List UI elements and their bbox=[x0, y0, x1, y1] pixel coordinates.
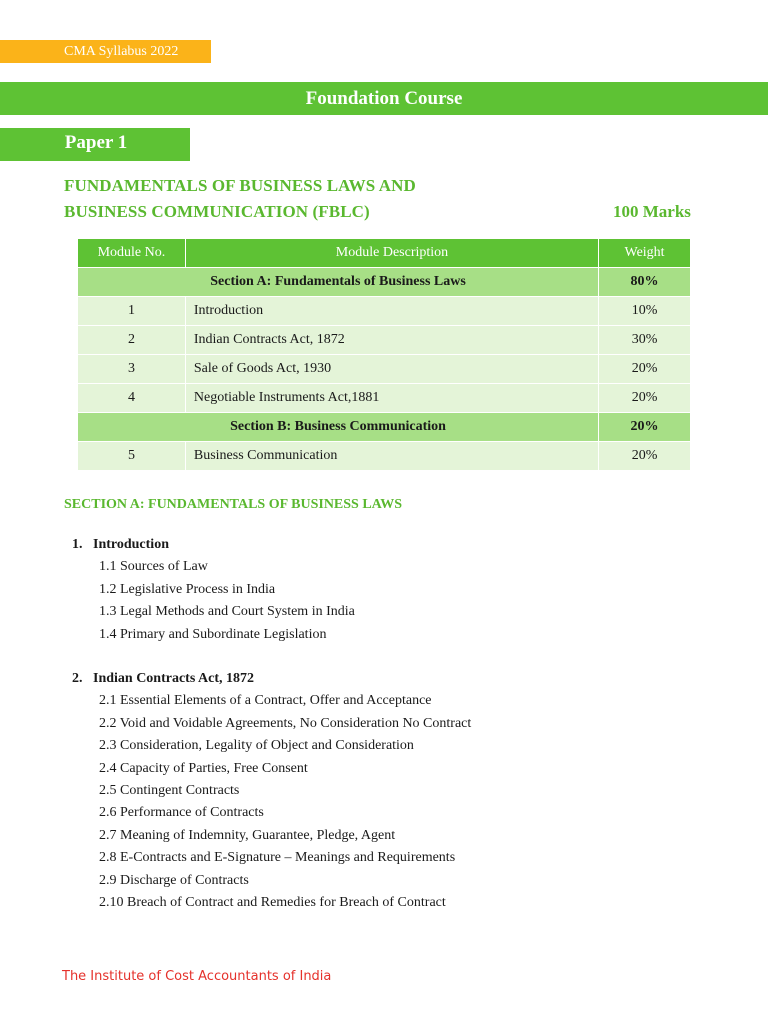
list-item: 2.2 Void and Voidable Agreements, No Consideration No Contract bbox=[99, 715, 472, 731]
section-a-row bbox=[78, 268, 691, 297]
module-weight: 20% bbox=[599, 442, 691, 471]
list-item: 2.8 E-Contracts and E-Signature – Meanings and Requirements bbox=[99, 850, 456, 866]
section-b-row bbox=[78, 413, 691, 442]
total-marks: 100 Marks bbox=[613, 202, 691, 221]
list-item: 2.5 Contingent Contracts bbox=[99, 783, 240, 799]
section-a-weight: 80% bbox=[599, 268, 691, 297]
table-row bbox=[78, 297, 691, 326]
course-banner: Foundation Course bbox=[0, 82, 768, 115]
table-row bbox=[78, 355, 691, 384]
table-row bbox=[78, 442, 691, 471]
module-description: Indian Contracts Act, 1872 bbox=[185, 326, 598, 355]
module-description: Introduction bbox=[185, 297, 598, 326]
module-no: 2 bbox=[78, 326, 186, 355]
list-item: 1.2 Legislative Process in India bbox=[99, 581, 276, 597]
module-table bbox=[77, 238, 691, 471]
table-header-row bbox=[78, 239, 691, 268]
module-weight: 10% bbox=[599, 297, 691, 326]
topic-heading: 2. Indian Contracts Act, 1872 bbox=[72, 671, 255, 686]
section-a-label: Section A: Fundamentals of Business Laws bbox=[78, 268, 599, 297]
module-weight: 20% bbox=[599, 384, 691, 413]
module-description: Business Communication bbox=[185, 442, 598, 471]
list-item: 2.1 Essential Elements of a Contract, Offer and Acceptance bbox=[99, 693, 432, 709]
module-description: Sale of Goods Act, 1930 bbox=[185, 355, 598, 384]
institute-footer: The Institute of Cost Accountants of India bbox=[62, 969, 332, 984]
header-module-description: Module Description bbox=[185, 239, 598, 268]
module-weight: 20% bbox=[599, 355, 691, 384]
module-no: 5 bbox=[78, 442, 186, 471]
module-no: 4 bbox=[78, 384, 186, 413]
module-weight: 30% bbox=[599, 326, 691, 355]
list-item: 1.1 Sources of Law bbox=[99, 559, 208, 575]
list-item: 1.3 Legal Methods and Court System in India bbox=[99, 604, 355, 620]
paper-title-line2: BUSINESS COMMUNICATION (FBLC) bbox=[64, 202, 370, 221]
module-no: 1 bbox=[78, 297, 186, 326]
table-row bbox=[78, 326, 691, 355]
list-item: 2.3 Consideration, Legality of Object and Consideration bbox=[99, 738, 414, 754]
header-weight: Weight bbox=[599, 239, 691, 268]
section-b-weight: 20% bbox=[599, 413, 691, 442]
section-b-label: Section B: Business Communication bbox=[78, 413, 599, 442]
module-description: Negotiable Instruments Act,1881 bbox=[185, 384, 598, 413]
topic-introduction bbox=[72, 534, 355, 646]
list-item: 1.4 Primary and Subordinate Legislation bbox=[99, 626, 327, 642]
paper-title-line1: FUNDAMENTALS OF BUSINESS LAWS AND bbox=[64, 176, 416, 195]
table-row bbox=[78, 384, 691, 413]
paper-label: Paper 1 bbox=[0, 128, 190, 161]
module-no: 3 bbox=[78, 355, 186, 384]
list-item: 2.10 Breach of Contract and Remedies for Breach of Contract bbox=[99, 895, 446, 911]
list-item: 2.6 Performance of Contracts bbox=[99, 805, 264, 821]
header-module-no: Module No. bbox=[78, 239, 186, 268]
section-a-heading: SECTION A: FUNDAMENTALS OF BUSINESS LAWS bbox=[64, 497, 403, 512]
list-item: 2.9 Discharge of Contracts bbox=[99, 872, 249, 888]
list-item: 2.7 Meaning of Indemnity, Guarantee, Pledge, Agent bbox=[99, 827, 396, 843]
topic-indian-contracts-act bbox=[72, 668, 471, 914]
syllabus-tag: CMA Syllabus 2022 bbox=[0, 40, 211, 63]
list-item: 2.4 Capacity of Parties, Free Consent bbox=[99, 760, 308, 776]
topic-heading: 1. Introduction bbox=[72, 537, 169, 552]
